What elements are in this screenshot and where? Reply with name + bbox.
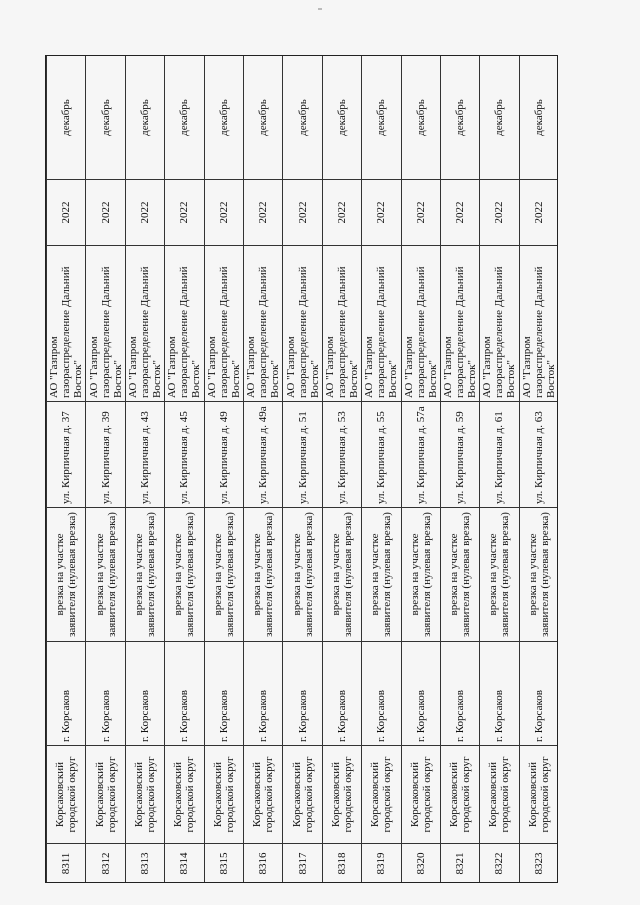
gas-connection-table [46,55,558,883]
connection-type-cell: врезка на участке заявителя (нулевая врезка) [401,508,440,642]
address-cell: ул. Кирпичная д. 57а [401,402,440,508]
address-cell: ул. Кирпичная д. 51 [283,402,322,508]
district-cell: Корсаковский городской округ [322,746,361,844]
connection-type-cell: врезка на участке заявителя (нулевая врезка) [204,508,243,642]
table-row [440,56,479,884]
organization-cell: АО "Газпром газораспределение Дальний Восток" [480,246,519,402]
locality-cell: г. Корсаков [362,642,401,746]
year-cell: 2022 [362,180,401,246]
row-number: 8321 [440,844,479,884]
locality-cell: г. Корсаков [125,642,164,746]
table-row [480,56,519,884]
year-cell: 2022 [204,180,243,246]
organization-cell: АО "Газпром газораспределение Дальний Восток" [243,246,282,402]
address-cell: ул. Кирпичная д. 43 [125,402,164,508]
connection-type-cell: врезка на участке заявителя (нулевая врезка) [125,508,164,642]
address-cell: ул. Кирпичная д. 49а [243,402,282,508]
table-row [243,56,282,884]
organization-cell: АО "Газпром газораспределение Дальний Восток" [125,246,164,402]
locality-cell: г. Корсаков [440,642,479,746]
year-cell: 2022 [165,180,204,246]
row-number: 8312 [86,844,125,884]
connection-type-cell: врезка на участке заявителя (нулевая врезка) [86,508,125,642]
district-cell: Корсаковский городской округ [165,746,204,844]
row-number: 8318 [322,844,361,884]
organization-cell: АО "Газпром газораспределение Дальний Восток" [519,246,558,402]
year-cell: 2022 [480,180,519,246]
connection-type-cell: врезка на участке заявителя (нулевая врезка) [47,508,86,642]
locality-cell: г. Корсаков [480,642,519,746]
organization-cell: АО "Газпром газораспределение Дальний Восток" [165,246,204,402]
month-cell: декабрь [86,56,125,180]
month-cell: декабрь [165,56,204,180]
scan-artifact [318,8,322,10]
table-row [322,56,361,884]
table-row [47,56,86,884]
month-cell: декабрь [243,56,282,180]
table-row [125,56,164,884]
row-number: 8319 [362,844,401,884]
locality-cell: г. Корсаков [401,642,440,746]
year-cell: 2022 [283,180,322,246]
locality-cell: г. Корсаков [165,642,204,746]
locality-cell: г. Корсаков [283,642,322,746]
table-row [519,56,558,884]
address-cell: ул. Кирпичная д. 45 [165,402,204,508]
year-cell: 2022 [125,180,164,246]
table-row [283,56,322,884]
organization-cell: АО "Газпром газораспределение Дальний Восток" [401,246,440,402]
connection-type-cell: врезка на участке заявителя (нулевая врезка) [165,508,204,642]
row-number: 8314 [165,844,204,884]
address-cell: ул. Кирпичная д. 63 [519,402,558,508]
address-cell: ул. Кирпичная д. 53 [322,402,361,508]
month-cell: декабрь [401,56,440,180]
locality-cell: г. Корсаков [47,642,86,746]
district-cell: Корсаковский городской округ [243,746,282,844]
district-cell: Корсаковский городской округ [440,746,479,844]
row-number: 8320 [401,844,440,884]
connection-type-cell: врезка на участке заявителя (нулевая врезка) [283,508,322,642]
table-row [165,56,204,884]
district-cell: Корсаковский городской округ [283,746,322,844]
district-cell: Корсаковский городской округ [125,746,164,844]
month-cell: декабрь [322,56,361,180]
connection-type-cell: врезка на участке заявителя (нулевая врезка) [440,508,479,642]
row-number: 8311 [47,844,86,884]
table-row [86,56,125,884]
table-row [362,56,401,884]
district-cell: Корсаковский городской округ [204,746,243,844]
year-cell: 2022 [47,180,86,246]
locality-cell: г. Корсаков [322,642,361,746]
address-cell: ул. Кирпичная д. 39 [86,402,125,508]
month-cell: декабрь [519,56,558,180]
district-cell: Корсаковский городской округ [401,746,440,844]
month-cell: декабрь [125,56,164,180]
year-cell: 2022 [322,180,361,246]
organization-cell: АО "Газпром газораспределение Дальний Восток" [204,246,243,402]
address-cell: ул. Кирпичная д. 61 [480,402,519,508]
locality-cell: г. Корсаков [519,642,558,746]
row-number: 8315 [204,844,243,884]
organization-cell: АО "Газпром газораспределение Дальний Восток" [362,246,401,402]
table-row [204,56,243,884]
locality-cell: г. Корсаков [204,642,243,746]
connection-type-cell: врезка на участке заявителя (нулевая врезка) [243,508,282,642]
organization-cell: АО "Газпром газораспределение Дальний Восток" [440,246,479,402]
district-cell: Корсаковский городской округ [362,746,401,844]
address-cell: ул. Кирпичная д. 37 [47,402,86,508]
district-cell: Корсаковский городской округ [86,746,125,844]
month-cell: декабрь [47,56,86,180]
organization-cell: АО "Газпром газораспределение Дальний Восток" [47,246,86,402]
table-row [401,56,440,884]
year-cell: 2022 [440,180,479,246]
locality-cell: г. Корсаков [243,642,282,746]
month-cell: декабрь [480,56,519,180]
district-cell: Корсаковский городской округ [519,746,558,844]
month-cell: декабрь [362,56,401,180]
address-cell: ул. Кирпичная д. 55 [362,402,401,508]
month-cell: декабрь [204,56,243,180]
table-frame [45,55,558,883]
address-cell: ул. Кирпичная д. 49 [204,402,243,508]
row-number: 8322 [480,844,519,884]
connection-type-cell: врезка на участке заявителя (нулевая врезка) [322,508,361,642]
district-cell: Корсаковский городской округ [47,746,86,844]
connection-type-cell: врезка на участке заявителя (нулевая врезка) [362,508,401,642]
connection-type-cell: врезка на участке заявителя (нулевая врезка) [480,508,519,642]
row-number: 8316 [243,844,282,884]
month-cell: декабрь [283,56,322,180]
row-number: 8313 [125,844,164,884]
table-body [47,56,559,884]
year-cell: 2022 [519,180,558,246]
year-cell: 2022 [243,180,282,246]
year-cell: 2022 [401,180,440,246]
organization-cell: АО "Газпром газораспределение Дальний Восток" [322,246,361,402]
rotated-table-container [46,56,558,883]
address-cell: ул. Кирпичная д. 59 [440,402,479,508]
year-cell: 2022 [86,180,125,246]
month-cell: декабрь [440,56,479,180]
row-number: 8317 [283,844,322,884]
locality-cell: г. Корсаков [86,642,125,746]
row-number: 8323 [519,844,558,884]
organization-cell: АО "Газпром газораспределение Дальний Восток" [283,246,322,402]
organization-cell: АО "Газпром газораспределение Дальний Восток" [86,246,125,402]
district-cell: Корсаковский городской округ [480,746,519,844]
connection-type-cell: врезка на участке заявителя (нулевая врезка) [519,508,558,642]
